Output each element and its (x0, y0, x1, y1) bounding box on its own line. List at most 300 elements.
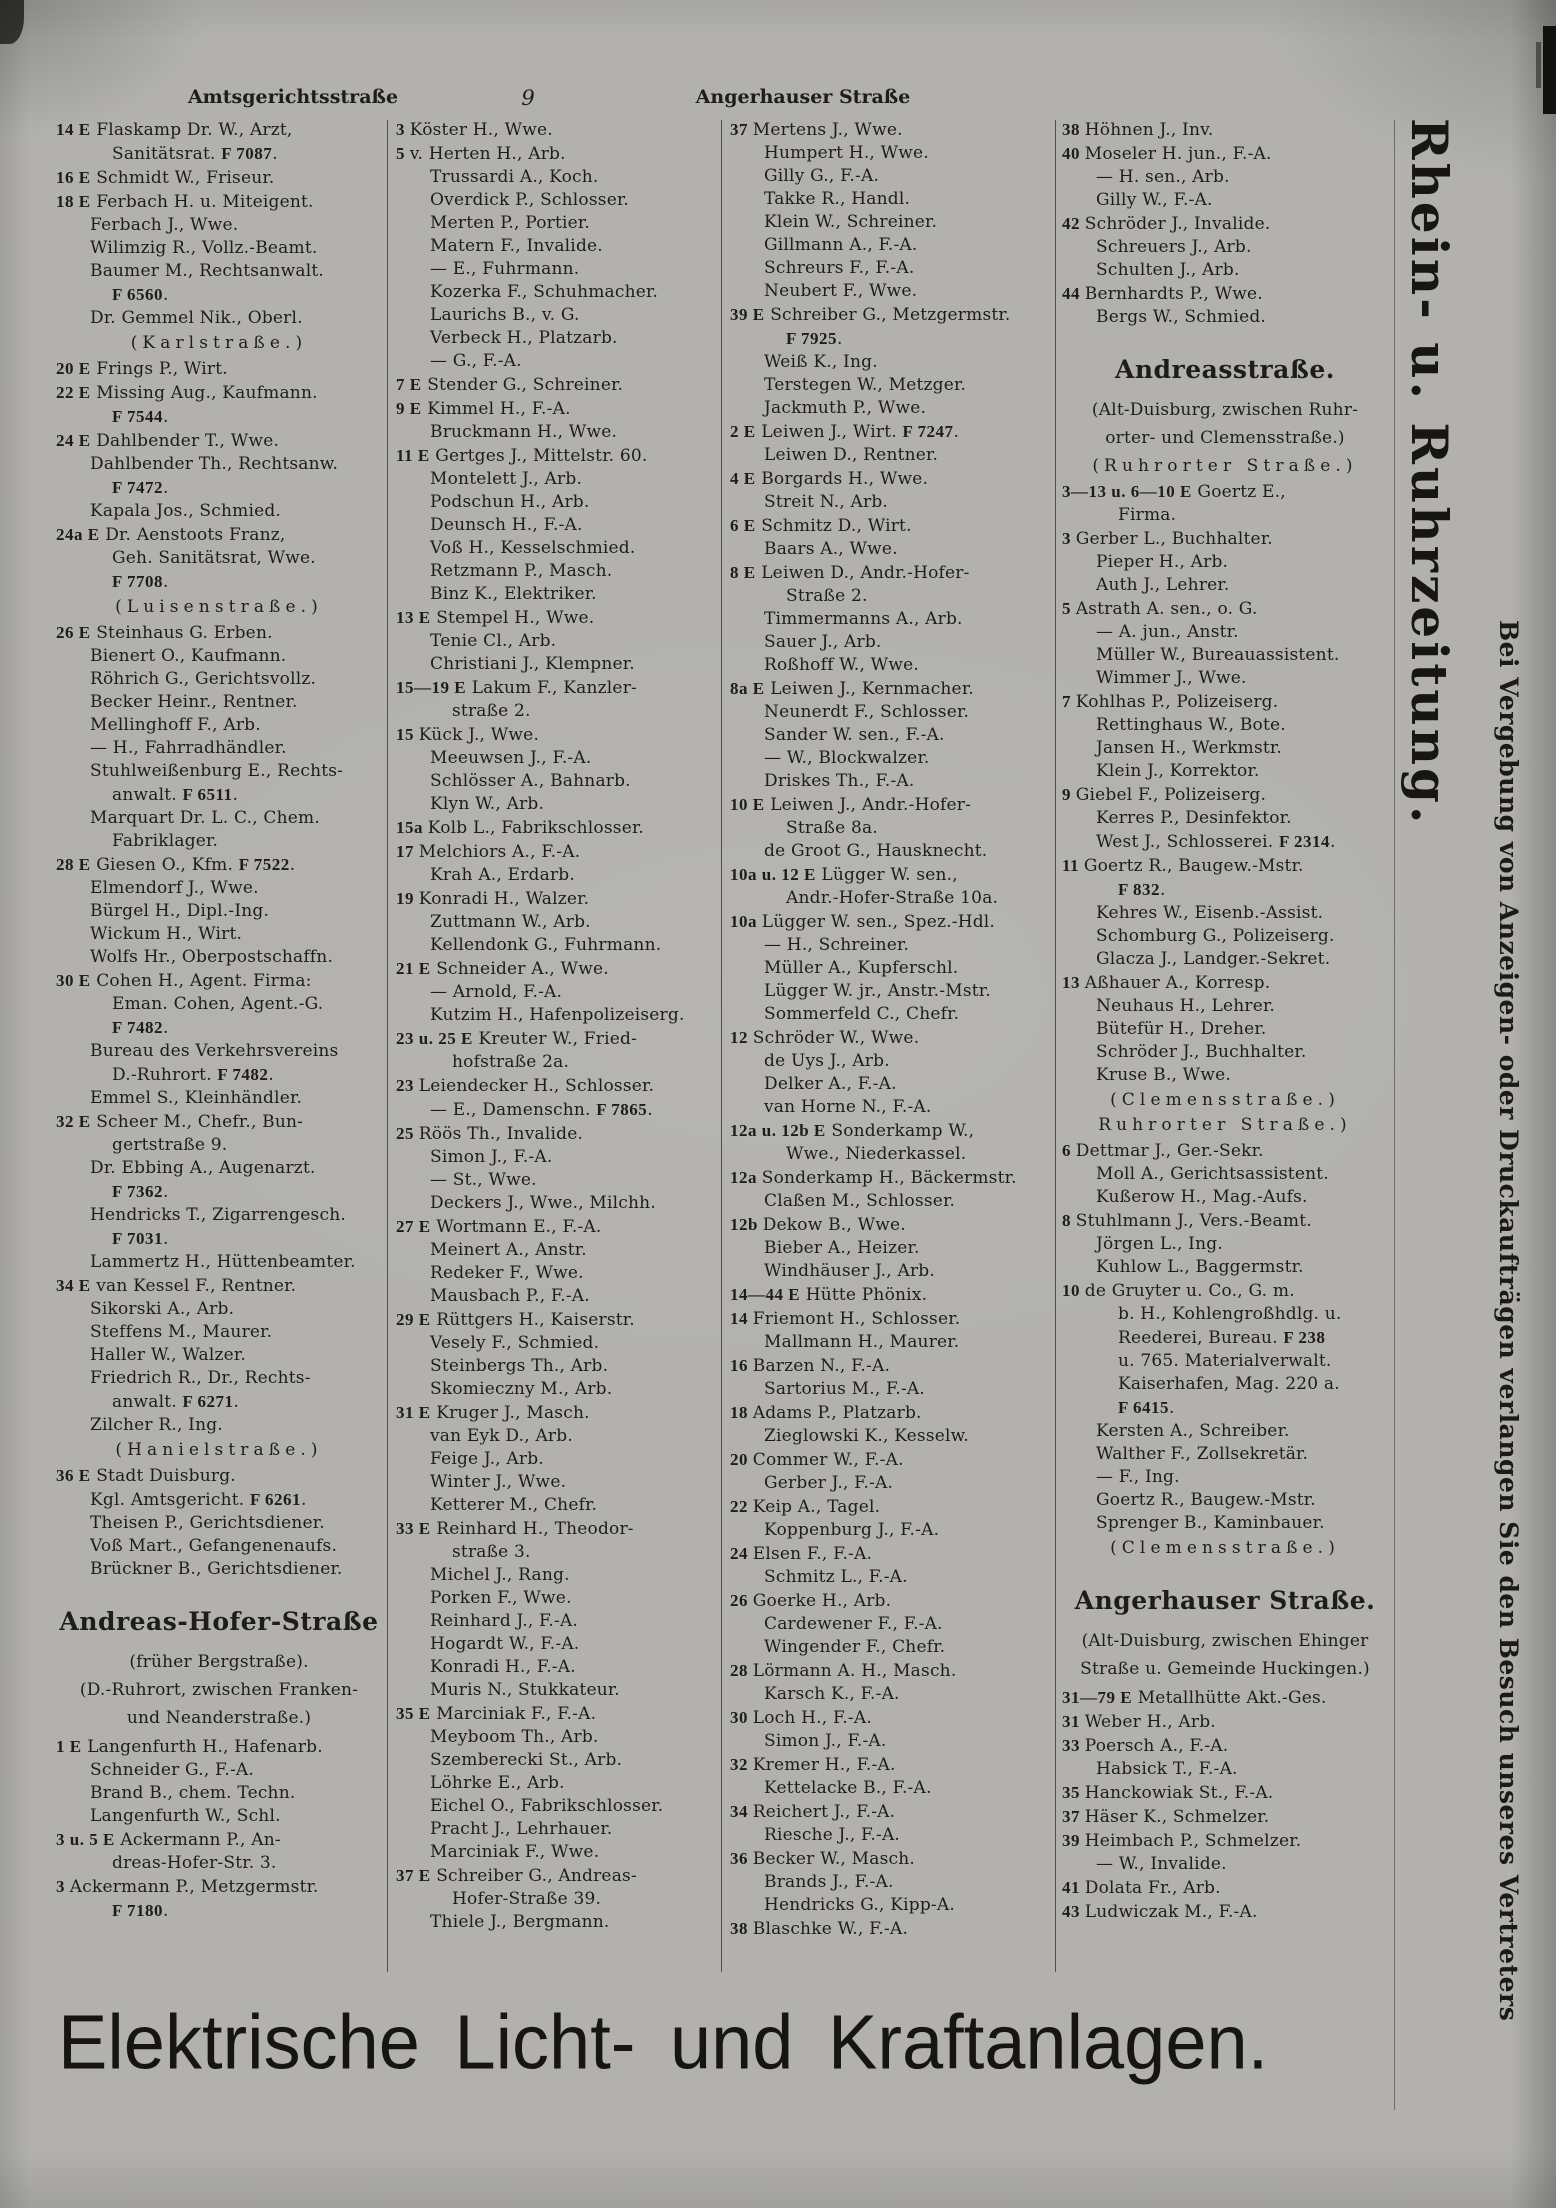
directory-line: 6 Dettmar J., Ger.-Sekr. (1062, 1141, 1264, 1161)
directory-line: Müller W., Bureauassistent. (1096, 645, 1340, 665)
directory-line: Driskes Th., F.-A. (764, 771, 915, 791)
directory-line: Verbeck H., Platzarb. (430, 328, 618, 348)
directory-line: 15a Kolb L., Fabrikschlosser. (396, 818, 645, 838)
directory-line: hofstraße 2a. (452, 1052, 570, 1072)
directory-line: Jackmuth P., Wwe. (764, 398, 927, 418)
directory-line: F 7180. (112, 1901, 169, 1921)
directory-line: Claßen M., Schlosser. (764, 1191, 956, 1211)
directory-line: 14—44 E Hütte Phönix. (730, 1285, 928, 1305)
directory-line: Brand B., chem. Techn. (90, 1783, 296, 1803)
directory-line: Friedrich R., Dr., Rechts- (90, 1368, 311, 1388)
directory-line: 11 Goertz R., Baugew.-Mstr. (1062, 856, 1304, 876)
directory-line: dreas-Hofer-Str. 3. (112, 1853, 277, 1873)
directory-line: Sikorski A., Arb. (90, 1299, 235, 1319)
directory-line: Schreurs F., F.-A. (764, 258, 915, 278)
directory-line: Laurichs B., v. G. (430, 305, 580, 325)
directory-line: Redeker F., Wwe. (430, 1263, 584, 1283)
directory-line: 32 E Scheer M., Chefr., Bun- (56, 1112, 304, 1132)
directory-column (1062, 118, 1388, 1978)
directory-line: Krah A., Erdarb. (430, 865, 575, 885)
directory-line: Fabriklager. (112, 831, 219, 851)
directory-line: Baars A., Wwe. (764, 539, 898, 559)
directory-line: Eman. Cohen, Agent.-G. (112, 994, 324, 1014)
directory-line: Deunsch H., F.-A. (430, 515, 583, 535)
directory-line: Kehres W., Eisenb.-Assist. (1096, 903, 1324, 923)
directory-line: Feige J., Arb. (430, 1449, 544, 1469)
directory-line: anwalt. F 6511. (112, 785, 239, 805)
directory-line: Matern F., Invalide. (430, 236, 603, 256)
directory-line: 31 E Kruger J., Masch. (396, 1403, 590, 1423)
directory-line: 43 Ludwiczak M., F.-A. (1062, 1902, 1258, 1922)
directory-line: Neunerdt F., Schlosser. (764, 702, 970, 722)
directory-line: Baumer M., Rechtsanwalt. (90, 261, 325, 281)
sidebar-divider (1394, 120, 1395, 2110)
directory-line: 1 E Langenfurth H., Hafenarb. (56, 1737, 323, 1757)
directory-line: Weiß K., Ing. (764, 352, 878, 372)
directory-line: Humpert H., Wwe. (764, 143, 929, 163)
directory-line: — E., Damenschn. F 7865. (430, 1100, 653, 1120)
directory-line: 19 Konradi H., Walzer. (396, 889, 590, 909)
column-divider (1055, 120, 1056, 1972)
directory-line: 3 Ackermann P., Metzgermstr. (56, 1877, 319, 1897)
directory-line: Voß Mart., Gefangenenaufs. (90, 1536, 338, 1556)
directory-line: Marciniak F., Wwe. (430, 1842, 600, 1862)
directory-line: (Karlstraße.) (130, 333, 308, 353)
directory-line: 21 E Schneider A., Wwe. (396, 959, 609, 979)
directory-line: D.-Ruhrort. F 7482. (112, 1065, 275, 1085)
directory-line: — F., Ing. (1096, 1467, 1180, 1487)
directory-line: Reederei, Bureau. F 238 (1118, 1328, 1326, 1348)
directory-line: F 7925. (786, 329, 843, 349)
directory-line: 3 Gerber L., Buchhalter. (1062, 529, 1273, 549)
directory-column (396, 118, 716, 1978)
directory-line: Straße u. Gemeinde Huckingen.) (1080, 1659, 1370, 1679)
directory-line: 33 Poersch A., F.-A. (1062, 1736, 1229, 1756)
street-heading: Andreasstraße. (1114, 355, 1335, 384)
directory-line: Bütefür H., Dreher. (1096, 1019, 1267, 1039)
street-heading: Andreas-Hofer-Straße (59, 1607, 379, 1636)
directory-line: 8a E Leiwen J., Kernmacher. (730, 679, 974, 699)
directory-line: de Groot G., Hausknecht. (764, 841, 988, 861)
header-street-left: Amtsgerichtsstraße (187, 86, 399, 108)
directory-line: Mausbach P., F.-A. (430, 1286, 590, 1306)
directory-line: 39 E Schreiber G., Metzgermstr. (730, 305, 1011, 325)
directory-line: Hogardt W., F.-A. (430, 1634, 580, 1654)
directory-line: Auth J., Lehrer. (1096, 575, 1230, 595)
directory-line: 10 E Leiwen J., Andr.-Hofer- (730, 795, 972, 815)
directory-line: Bureau des Verkehrsvereins (90, 1041, 339, 1061)
directory-line: Windhäuser J., Arb. (764, 1261, 935, 1281)
directory-line: Binz K., Elektriker. (430, 584, 597, 604)
directory-line: Dr. Ebbing A., Augenarzt. (90, 1158, 316, 1178)
directory-line: Szemberecki St., Arb. (430, 1750, 623, 1770)
directory-line: Gilly W., F.-A. (1096, 190, 1213, 210)
directory-line: 20 E Frings P., Wirt. (56, 359, 228, 379)
directory-line: Meinert A., Anstr. (430, 1240, 587, 1260)
directory-line: anwalt. F 6271. (112, 1392, 240, 1412)
directory-line: 3 u. 5 E Ackermann P., An- (56, 1830, 281, 1850)
directory-line: Gilly G., F.-A. (764, 166, 880, 186)
directory-line: Langenfurth W., Schl. (90, 1806, 281, 1826)
directory-line: Jörgen L., Ing. (1096, 1234, 1223, 1254)
directory-line: Wickum H., Wirt. (90, 924, 243, 944)
directory-line: Hendricks G., Kipp-A. (764, 1895, 955, 1915)
directory-line: F 7544. (112, 407, 169, 427)
directory-line: Overdick P., Schlosser. (430, 190, 630, 210)
directory-line: Straße 2. (786, 586, 868, 606)
directory-line: Sanitätsrat. F 7087. (112, 144, 278, 164)
directory-line: 12 Schröder W., Wwe. (730, 1028, 920, 1048)
directory-line: Takke R., Handl. (764, 189, 911, 209)
directory-line: F 832. (1118, 880, 1166, 900)
directory-line: — H., Schreiner. (764, 935, 910, 955)
directory-line: Mallmann H., Maurer. (764, 1332, 960, 1352)
directory-line: 33 E Reinhard H., Theodor- (396, 1519, 634, 1539)
directory-line: Glacza J., Landger.-Sekret. (1096, 949, 1331, 969)
footer-ad-banner: Elektrische Licht- und Kraftanlagen. (58, 1999, 1269, 2086)
directory-line: (früher Bergstraße). (129, 1652, 309, 1672)
directory-line: Kußerow H., Mag.-Aufs. (1096, 1187, 1308, 1207)
column-divider (721, 120, 722, 1972)
directory-line: gertstraße 9. (112, 1135, 228, 1155)
directory-line: Schlösser A., Bahnarb. (430, 771, 631, 791)
directory-line: Neuhaus H., Lehrer. (1096, 996, 1276, 1016)
directory-line: Brands J., F.-A. (764, 1872, 894, 1892)
directory-line: Merten P., Portier. (430, 213, 590, 233)
directory-line: Zieglowski K., Kesselw. (764, 1426, 969, 1446)
directory-line: Wimmer J., Wwe. (1096, 668, 1247, 688)
directory-line: Montelett J., Arb. (430, 469, 583, 489)
directory-line: (Alt-Duisburg, zwischen Ruhr- (1091, 400, 1359, 420)
directory-line: Rettinghaus W., Bote. (1096, 715, 1286, 735)
directory-line: Zuttmann W., Arb. (430, 912, 591, 932)
directory-line: 23 u. 25 E Kreuter W., Fried- (396, 1029, 638, 1049)
directory-line: Kersten A., Schreiber. (1096, 1421, 1290, 1441)
directory-line: Klein J., Korrektor. (1096, 761, 1260, 781)
directory-line: straße 2. (452, 701, 531, 721)
directory-line: 9 Giebel F., Polizeiserg. (1062, 785, 1267, 805)
directory-line: Vesely F., Schmied. (430, 1333, 600, 1353)
directory-line: 14 Friemont H., Schlosser. (730, 1309, 961, 1329)
directory-line: Bieber A., Heizer. (764, 1238, 920, 1258)
directory-line: 34 Reichert J., F.-A. (730, 1802, 896, 1822)
directory-line: 24a E Dr. Aenstoots Franz, (56, 525, 286, 545)
directory-line: 22 Keip A., Tagel. (730, 1497, 881, 1517)
directory-line: 16 Barzen N., F.-A. (730, 1356, 891, 1376)
directory-line: Porken F., Wwe. (430, 1588, 572, 1608)
directory-line: Gerber J., F.-A. (764, 1473, 894, 1493)
directory-line: Sommerfeld C., Chefr. (764, 1004, 960, 1024)
directory-line: Dahlbender Th., Rechtsanw. (90, 454, 339, 474)
directory-line: 38 Höhnen J., Inv. (1062, 120, 1214, 140)
directory-line: (Ruhrorter Straße.) (1092, 456, 1358, 476)
directory-line: — W., Blockwalzer. (764, 748, 930, 768)
directory-line: 22 E Missing Aug., Kaufmann. (56, 383, 318, 403)
directory-line: Simon J., F.-A. (430, 1147, 553, 1167)
directory-line: 32 Kremer H., F.-A. (730, 1755, 896, 1775)
directory-line: (Luisenstraße.) (115, 597, 323, 617)
directory-line: de Uys J., Arb. (764, 1051, 890, 1071)
directory-line: 5 v. Herten H., Arb. (396, 144, 566, 164)
directory-line: 17 Melchiors A., F.-A. (396, 842, 581, 862)
column-divider (387, 120, 388, 1972)
directory-line: Eichel O., Fabrikschlosser. (430, 1796, 664, 1816)
directory-line: Riesche J., F.-A. (764, 1825, 901, 1845)
directory-line: Wolfs Hr., Oberpostschaffn. (90, 947, 334, 967)
directory-line: 37 Häser K., Schmelzer. (1062, 1807, 1270, 1827)
directory-line: Schulten J., Arb. (1096, 260, 1240, 280)
directory-line: — G., F.-A. (430, 351, 522, 371)
directory-line: 11 E Gertges J., Mittelstr. 60. (396, 446, 648, 466)
directory-line: 13 Aßhauer A., Korresp. (1062, 973, 1271, 993)
directory-line: Timmermanns A., Arb. (764, 609, 963, 629)
directory-line: Simon J., F.-A. (764, 1731, 887, 1751)
scan-artifact (1543, 26, 1556, 114)
directory-line: 26 E Steinhaus G. Erben. (56, 623, 273, 643)
directory-line: (D.-Ruhrort, zwischen Franken- (79, 1680, 359, 1700)
directory-line: Elmendorf J., Wwe. (90, 878, 259, 898)
directory-line: Müller A., Kupferschl. (764, 958, 959, 978)
directory-line: 23 Leiendecker H., Schlosser. (396, 1076, 655, 1096)
directory-line: F 7362. (112, 1182, 169, 1202)
directory-line: Reinhard J., F.-A. (430, 1611, 579, 1631)
directory-line: Moll A., Gerichtsassistent. (1096, 1164, 1329, 1184)
directory-line: 5 Astrath A. sen., o. G. (1062, 599, 1258, 619)
directory-line: Streit N., Arb. (764, 492, 889, 512)
directory-line: Gillmann A., F.-A. (764, 235, 918, 255)
directory-line: Meeuwsen J., F.-A. (430, 748, 592, 768)
directory-line: Cardewener F., F.-A. (764, 1614, 943, 1634)
directory-line: F 6415. (1118, 1398, 1175, 1418)
directory-line: b. H., Kohlengroßhdlg. u. (1118, 1304, 1342, 1324)
directory-line: Bürgel H., Dipl.-Ing. (90, 901, 270, 921)
directory-line: Steffens M., Maurer. (90, 1322, 273, 1342)
directory-line: Leiwen D., Rentner. (764, 445, 939, 465)
directory-line: Trussardi A., Koch. (430, 167, 599, 187)
directory-line: Emmel S., Kleinhändler. (90, 1088, 303, 1108)
directory-line: 28 Lörmann A. H., Masch. (730, 1661, 957, 1681)
directory-line: Retzmann P., Masch. (430, 561, 613, 581)
directory-line: Kettelacke B., F.-A. (764, 1778, 932, 1798)
directory-line: 10a u. 12 E Lügger W. sen., (730, 865, 958, 885)
directory-line: 42 Schröder J., Invalide. (1062, 214, 1271, 234)
directory-line: — H. sen., Arb. (1096, 167, 1230, 187)
directory-line: 12b Dekow B., Wwe. (730, 1215, 906, 1235)
directory-line: Wwe., Niederkassel. (786, 1144, 967, 1164)
directory-line: Christiani J., Klempner. (430, 654, 635, 674)
directory-line: — E., Fuhrmann. (430, 259, 580, 279)
directory-line: Deckers J., Wwe., Milchh. (430, 1193, 656, 1213)
directory-line: 30 E Cohen H., Agent. Firma: (56, 971, 312, 991)
directory-line: Stuhlweißenburg E., Rechts- (90, 761, 344, 781)
directory-line: und Neanderstraße.) (126, 1708, 312, 1728)
directory-line: Bergs W., Schmied. (1096, 307, 1267, 327)
directory-line: Konradi H., F.-A. (430, 1657, 576, 1677)
directory-line: 31—79 E Metallhütte Akt.-Ges. (1062, 1688, 1327, 1708)
directory-line: Karsch K., F.-A. (764, 1684, 900, 1704)
directory-line: Roßhoff W., Wwe. (764, 655, 919, 675)
directory-line: Geh. Sanitätsrat, Wwe. (112, 548, 316, 568)
directory-line: 26 Goerke H., Arb. (730, 1591, 892, 1611)
directory-line: Tenie Cl., Arb. (430, 631, 557, 651)
directory-line: 34 E van Kessel F., Rentner. (56, 1276, 297, 1296)
directory-line: Sauer J., Arb. (764, 632, 882, 652)
scan-artifact (1536, 42, 1541, 88)
sidebar-ad-text: Bei Vergebung von Anzeigen- oder Druckaufträgen verlangen Sie den Besuch unseres Vertreters (1494, 620, 1523, 2022)
directory-line: 18 E Ferbach H. u. Miteigent. (56, 192, 314, 212)
directory-line: Kerres P., Desinfektor. (1096, 808, 1292, 828)
directory-line: (Alt-Duisburg, zwischen Ehinger (1081, 1631, 1369, 1651)
directory-line: Löhrke E., Arb. (430, 1773, 565, 1793)
directory-line: Hofer-Straße 39. (452, 1889, 602, 1909)
directory-line: 7 Kohlhas P., Polizeiserg. (1062, 692, 1279, 712)
directory-line: 18 Adams P., Platzarb. (730, 1403, 922, 1423)
directory-line: Neubert F., Wwe. (764, 281, 918, 301)
directory-line: Muris N., Stukkateur. (430, 1680, 620, 1700)
directory-line: 2 E Leiwen J., Wirt. F 7247. (730, 422, 960, 442)
directory-line: 15 Kück J., Wwe. (396, 725, 540, 745)
directory-line: Zilcher R., Ing. (90, 1415, 223, 1435)
directory-line: F 7482. (112, 1018, 169, 1038)
directory-line: Delker A., F.-A. (764, 1074, 897, 1094)
directory-line: 4 E Borgards H., Wwe. (730, 469, 929, 489)
directory-line: 29 E Rüttgers H., Kaiserstr. (396, 1310, 635, 1330)
directory-line: 37 E Schreiber G., Andreas- (396, 1866, 637, 1886)
directory-line: van Horne N., F.-A. (764, 1097, 932, 1117)
directory-line: 10a Lügger W. sen., Spez.-Hdl. (730, 912, 996, 932)
directory-line: Sprenger B., Kaminbauer. (1096, 1513, 1325, 1533)
scan-artifact (0, 0, 24, 44)
directory-line: 12a Sonderkamp H., Bäckermstr. (730, 1168, 1017, 1188)
directory-line: 24 E Dahlbender T., Wwe. (56, 431, 280, 451)
directory-line: Firma. (1118, 505, 1177, 525)
directory-line: 8 E Leiwen D., Andr.-Hofer- (730, 563, 970, 583)
directory-line: Michel J., Rang. (430, 1565, 570, 1585)
directory-line: Koppenburg J., F.-A. (764, 1520, 940, 1540)
directory-line: Wingender F., Chefr. (764, 1637, 946, 1657)
directory-line: Klyn W., Arb. (430, 794, 545, 814)
directory-line: F 7708. (112, 572, 169, 592)
directory-line: Pieper H., Arb. (1096, 552, 1229, 572)
directory-line: (Clemensstraße.) (1110, 1538, 1340, 1558)
directory-line: Kozerka F., Schuhmacher. (430, 282, 659, 302)
directory-line: Straße 8a. (786, 818, 878, 838)
directory-line: — A. jun., Anstr. (1096, 622, 1239, 642)
directory-line: Schreuers J., Arb. (1096, 237, 1252, 257)
directory-line: 12a u. 12b E Sonderkamp W., (730, 1121, 975, 1141)
directory-line: Andr.-Hofer-Straße 10a. (786, 888, 999, 908)
directory-line: 38 Blaschke W., F.-A. (730, 1919, 909, 1939)
directory-line: Kutzim H., Hafenpolizeiserg. (430, 1005, 685, 1025)
directory-line: Brückner B., Gerichtsdiener. (90, 1559, 343, 1579)
directory-line: Winter J., Wwe. (430, 1472, 567, 1492)
directory-line: Becker Heinr., Rentner. (90, 692, 298, 712)
directory-line: Hendricks T., Zigarrengesch. (90, 1205, 346, 1225)
directory-line: (Clemensstraße.) (1110, 1090, 1340, 1110)
directory-line: 25 Röös Th., Invalide. (396, 1124, 584, 1144)
header-street-right: Angerhauser Straße (695, 86, 911, 108)
directory-line: Schmitz L., F.-A. (764, 1567, 908, 1587)
directory-line: (Hanielstraße.) (115, 1440, 323, 1460)
directory-line: F 7472. (112, 478, 169, 498)
directory-line: Sartorius M., F.-A. (764, 1379, 926, 1399)
directory-line: 37 Mertens J., Wwe. (730, 120, 903, 140)
directory-line: Bienert O., Kaufmann. (90, 646, 287, 666)
directory-line: 13 E Stempel H., Wwe. (396, 608, 595, 628)
directory-line: 31 Weber H., Arb. (1062, 1712, 1216, 1732)
directory-line: 41 Dolata Fr., Arb. (1062, 1878, 1221, 1898)
directory-line: Wilimzig R., Vollz.-Beamt. (90, 238, 318, 258)
directory-line: Voß H., Kesselschmied. (430, 538, 636, 558)
directory-line: West J., Schlosserei. F 2314. (1096, 832, 1336, 852)
directory-line: 10 de Gruyter u. Co., G. m. (1062, 1281, 1295, 1301)
directory-line: Meyboom Th., Arb. (430, 1727, 599, 1747)
directory-line: 28 E Giesen O., Kfm. F 7522. (56, 855, 296, 875)
directory-line: Bruckmann H., Wwe. (430, 422, 618, 442)
directory-line: 14 E Flaskamp Dr. W., Arzt, (56, 120, 293, 140)
directory-line: 39 Heimbach P., Schmelzer. (1062, 1831, 1302, 1851)
street-heading: Angerhauser Straße. (1074, 1586, 1376, 1615)
directory-line: 6 E Schmitz D., Wirt. (730, 516, 912, 536)
directory-line: — H., Fahrradhändler. (90, 738, 287, 758)
directory-line: Kuhlow L., Baggermstr. (1096, 1257, 1304, 1277)
directory-line: u. 765. Materialverwalt. (1118, 1351, 1332, 1371)
directory-line: 8 Stuhlmann J., Vers.-Beamt. (1062, 1211, 1312, 1231)
directory-line: 36 Becker W., Masch. (730, 1849, 915, 1869)
directory-line: F 7031. (112, 1229, 169, 1249)
directory-line: Kapala Jos., Schmied. (90, 501, 282, 521)
directory-line: Lammertz H., Hüttenbeamter. (90, 1252, 356, 1272)
directory-line: orter- und Clemensstraße.) (1105, 428, 1345, 448)
directory-line: Terstegen W., Metzger. (764, 375, 967, 395)
directory-line: van Eyk D., Arb. (430, 1426, 573, 1446)
directory-line: Goertz R., Baugew.-Mstr. (1096, 1490, 1316, 1510)
directory-line: 35 E Marciniak F., F.-A. (396, 1704, 597, 1724)
directory-line: 3—13 u. 6—10 E Goertz E., (1062, 482, 1286, 502)
directory-line: 35 Hanckowiak St., F.-A. (1062, 1783, 1274, 1803)
directory-line: Jansen H., Werkmstr. (1096, 738, 1282, 758)
directory-line: Haller W., Walzer. (90, 1345, 246, 1365)
directory-line: Kgl. Amtsgericht. F 6261. (90, 1490, 307, 1510)
directory-line: 3 Köster H., Wwe. (396, 120, 553, 140)
page-number: 9 (521, 86, 535, 110)
directory-line: Marquart Dr. L. C., Chem. (90, 808, 320, 828)
directory-line: Ketterer M., Chefr. (430, 1495, 598, 1515)
directory-line: 16 E Schmidt W., Friseur. (56, 168, 275, 188)
directory-line: Habsick T., F.-A. (1096, 1759, 1238, 1779)
directory-line: Schomburg G., Polizeiserg. (1096, 926, 1335, 946)
directory-line: 7 E Stender G., Schreiner. (396, 375, 624, 395)
directory-line: 44 Bernhardts P., Wwe. (1062, 284, 1263, 304)
directory-column (56, 118, 382, 1978)
directory-line: Schröder J., Buchhalter. (1096, 1042, 1307, 1062)
directory-line: Mellinghoff F., Arb. (90, 715, 261, 735)
directory-line: 27 E Wortmann E., F.-A. (396, 1217, 602, 1237)
directory-line: — Arnold, F.-A. (430, 982, 563, 1002)
directory-line: 40 Moseler H. jun., F.-A. (1062, 144, 1272, 164)
directory-line: straße 3. (452, 1542, 531, 1562)
directory-line: 30 Loch H., F.-A. (730, 1708, 872, 1728)
sidebar-ad-title: Rhein- u. Ruhrzeitung. (1400, 118, 1459, 827)
directory-line: Schneider G., F.-A. (90, 1760, 254, 1780)
directory-line: Pracht J., Lehrhauer. (430, 1819, 613, 1839)
directory-line: Kaiserhafen, Mag. 220 a. (1118, 1374, 1340, 1394)
directory-line: Ruhrorter Straße.) (1098, 1115, 1352, 1135)
directory-line: Kruse B., Wwe. (1096, 1065, 1231, 1085)
directory-line: F 6560. (112, 285, 169, 305)
directory-column (730, 118, 1050, 1978)
directory-line: Sander W. sen., F.-A. (764, 725, 945, 745)
